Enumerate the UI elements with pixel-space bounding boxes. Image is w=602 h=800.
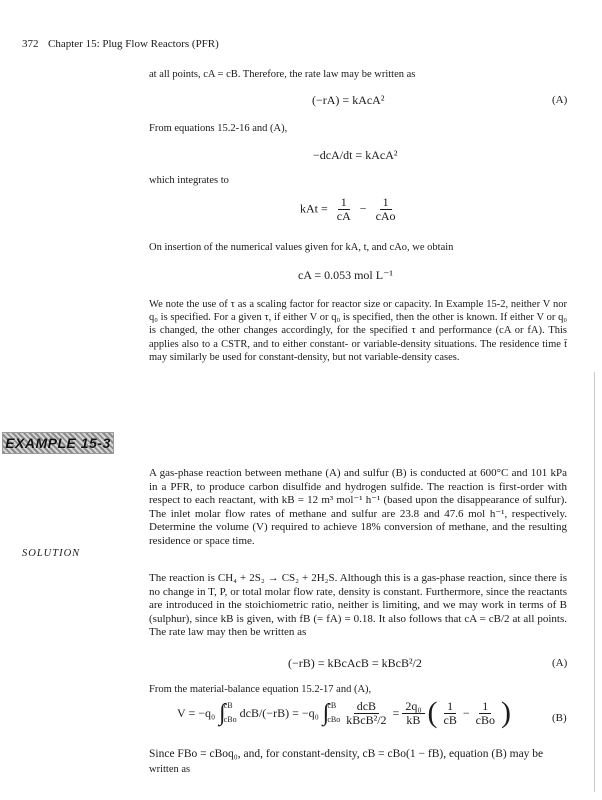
text-line: which integrates to xyxy=(149,175,229,186)
text-line: On insertion of the numerical values given for kA, t, and cAo, we obtain xyxy=(149,242,454,253)
rate-law-equation: (−rB) = kBcAcB = kBcB²/2 xyxy=(288,656,422,670)
text-line: From equations 15.2-16 and (A), xyxy=(149,123,288,134)
equation-derivative: −dcA/dt = kAcA² xyxy=(313,148,398,162)
text-line: From the material-balance equation 15.2-17 and (A), xyxy=(149,684,372,695)
example-badge xyxy=(2,432,114,454)
integral-sign: ∫ xyxy=(219,700,226,726)
text-line: written as xyxy=(149,764,191,775)
equation-tag: (A) xyxy=(552,94,568,106)
equation-a-top: (−rA) = kAcA² xyxy=(312,93,385,107)
page-number: 372 xyxy=(22,38,39,50)
equation-tag: (B) xyxy=(552,712,567,724)
solution-paragraph: The reaction is CH₄ + 2S₂ → CS₂ + 2H₂S. Although this is a gas-phase reaction, since there is no change in T, P, or total molar flow rate, density is constant. Furthermore, since the reactants are introduced in the stoichiometric ratio, neither is limiting, and we may work in terms of B (sulphur), since kB is given, with fB (= fA) = 0.18. It also follows that cA = cB/2 at all points. The rate law may then be written as xyxy=(149,572,567,639)
note-paragraph: We note the use of τ as a scaling factor for reactor size or capacity. In Example 15-2, neither V nor q₀ is specified. For a given τ, if either V or q₀ is specified, then the other is known. If either V or q₀ is changed, the other changes accordingly, for the specified τ and performance (cA or fA). This applies also to a CSTR, and to either constant- or variable-density situations. The residence time t̄ may similarly be used for constant-density, but not variable-density cases. xyxy=(149,299,567,363)
equation-result: cA = 0.053 mol L⁻¹ xyxy=(298,268,394,282)
example-label: EXAMPLE 15-3 xyxy=(5,435,111,451)
equation-tag: (A) xyxy=(552,657,568,669)
equation-integrated: kAt = $\frac{1}{cA}$ − $\frac{1}{\text{cAo}}$ xyxy=(300,195,396,223)
example-statement: A gas-phase reaction between methane (A) and sulfur (B) is conducted at 600°C and 101 kPa in a PFR, to produce carbon disulfide and hydrogen sulfide. The reaction is first-order with respect to each reactant, with kB = 12 m³ mol⁻¹ h⁻¹ (based upon the disappearance of sulfur). The inlet molar flow rates of methane and sulfur are 23.8 and 47.6 mol h⁻¹, respectively. Determine the volume (V) required to achieve 18% conversion of methane, and the resulting residence or space time. xyxy=(149,467,567,547)
text-line: at all points, cA = cB. Therefore, the rate law may be written as xyxy=(149,69,416,80)
volume-equation: V = −q₀ ∫ cB cBo dcB/(−rB) = −q₀ ∫ cB cBo $\frac{\text{dcB}}{\text{kBcB²/2}}$ = $\frac{\text{2q₀}}{kB}$ ( $\frac{1}{cB}$ − $\frac{1}{\text{cBo}}$ ) xyxy=(177,696,511,729)
text-line: Since FBo = cBoq₀, and, for constant-density, cB = cBo(1 − fB), equation (B) may be xyxy=(149,748,544,760)
integral-sign: ∫ xyxy=(322,700,330,726)
solution-heading: SOLUTION xyxy=(22,548,81,559)
running-head: Chapter 15: Plug Flow Reactors (PFR) xyxy=(48,38,219,50)
scan-edge xyxy=(594,372,595,792)
